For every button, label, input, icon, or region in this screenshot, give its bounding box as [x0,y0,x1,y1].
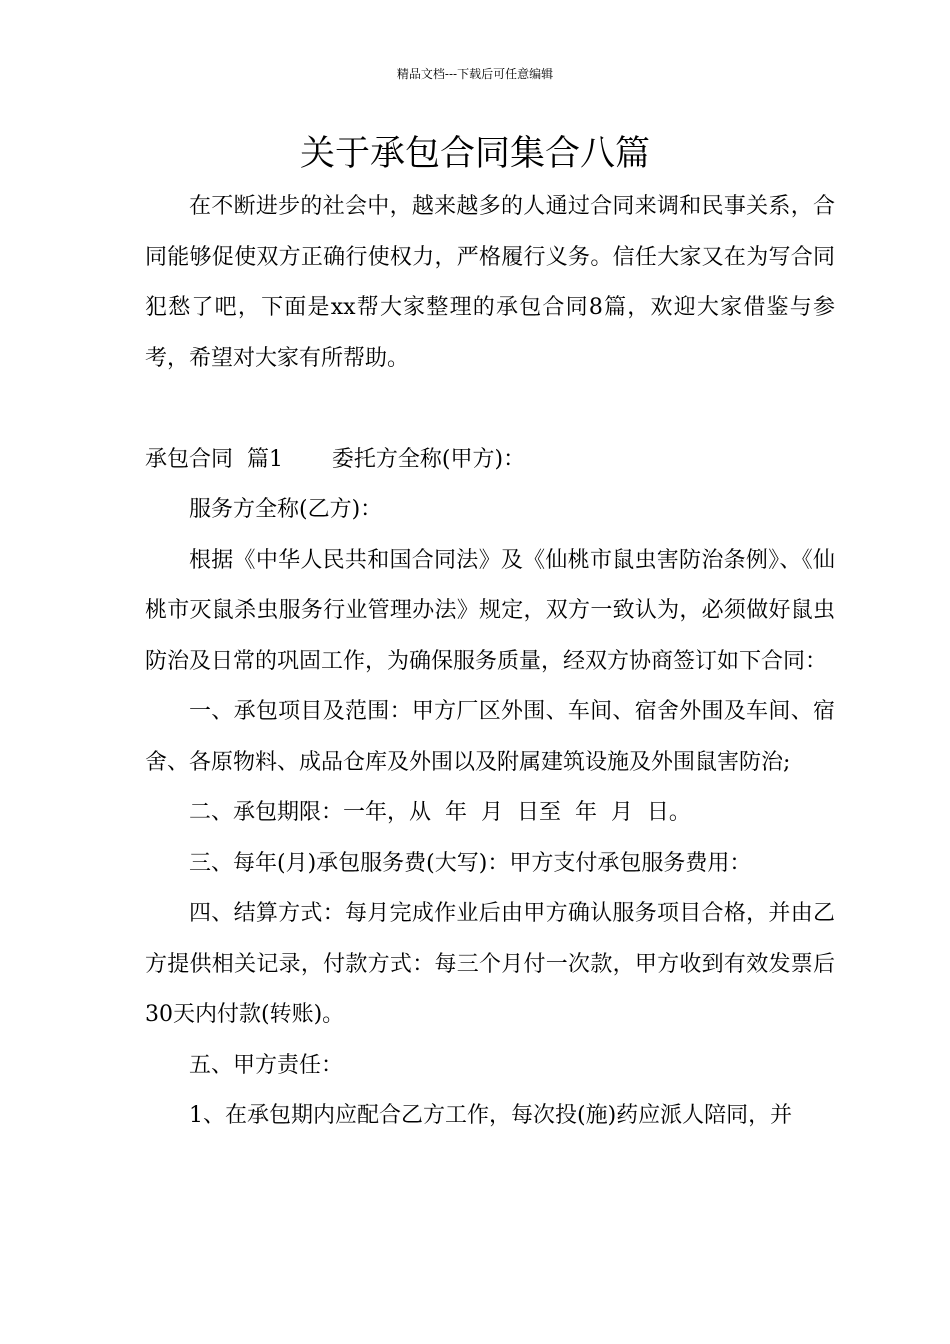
party-b-line: 服务方全称(乙方)： [189,497,383,522]
clause-4: 四、结算方式：每月完成作业后由甲方确认服务项目合格，并由乙方提供相关记录，付款方式：每三个月付一次款，甲方收到有效发票后30天内付款(转账)。 [145,901,835,1027]
document-title: 关于承包合同集合八篇 [299,134,650,174]
intro-paragraph: 在不断进步的社会中，越来越多的人通过合同来调和民事关系，合同能够促使双方正确行使权力，严格履行义务。信任大家又在为写合同犯愁了吧，下面是xx帮大家整理的承包合同8篇，欢迎大家借鉴与参考，希望对大家有所帮助。 [145,194,835,371]
document-body [145,182,835,1142]
blank-line [145,384,835,435]
section-heading: 承包合同 篇1 委托方全称(甲方)： [145,446,526,472]
clause-1: 一、承包项目及范围：甲方厂区外围、车间、宿舍外围及车间、宿舍、各原物料、成品仓库及外围以及附属建筑设施及外围鼠害防治; [145,699,835,775]
clause-5: 五、甲方责任： [189,1052,344,1078]
basis-paragraph: 根据《中华人民共和国合同法》及《仙桃市鼠虫害防治条例》、《仙桃市灭鼠杀虫服务行业管理办法》规定，双方一致认为，必须做好鼠虫防治及日常的巩固工作，为确保服务质量，经双方协商签订如下合同： [145,547,835,674]
clause-2: 二、承包期限：一年，从 年 月 日至 年 月 日。 [189,800,691,825]
header-note: 精品文档---下载后可任意编辑 [396,67,554,81]
clause-5-1: 1、在承包期内应配合乙方工作，每次投(施)药应派人陪同，并 [189,1103,793,1128]
clause-3: 三、每年(月)承包服务费(大写)：甲方支付承包服务费用： [189,850,752,876]
